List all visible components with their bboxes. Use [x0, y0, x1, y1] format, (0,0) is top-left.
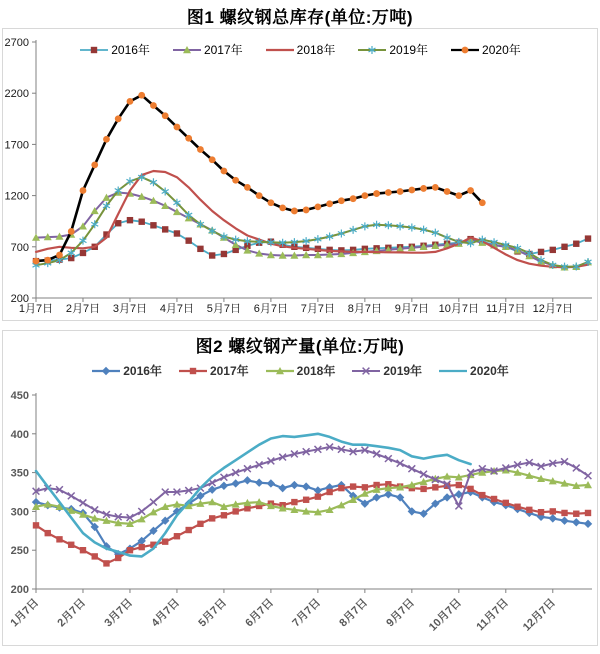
svg-text:10月7日: 10月7日 [426, 596, 464, 634]
svg-text:350: 350 [10, 467, 29, 480]
svg-text:200: 200 [10, 293, 29, 305]
svg-text:450: 450 [10, 390, 29, 402]
axes [5, 37, 592, 315]
svg-text:700: 700 [10, 241, 29, 254]
svg-text:5月7日: 5月7日 [206, 303, 242, 315]
svg-text:12月7日: 12月7日 [532, 303, 573, 315]
svg-text:7月7日: 7月7日 [300, 303, 336, 315]
svg-text:10月7日: 10月7日 [438, 303, 479, 315]
svg-text:1月7日: 1月7日 [8, 596, 42, 630]
svg-text:4月7日: 4月7日 [149, 596, 183, 630]
svg-text:6月7日: 6月7日 [243, 596, 277, 630]
svg-text:9月7日: 9月7日 [394, 303, 429, 315]
svg-text:2200: 2200 [4, 88, 29, 101]
legend-label: 2020年 [470, 364, 509, 378]
svg-text:8月7日: 8月7日 [337, 596, 370, 630]
legend-label: 2018年 [296, 43, 336, 57]
chart2-plot [3, 331, 595, 643]
series-2018年 [32, 466, 592, 527]
svg-text:5月7日: 5月7日 [196, 596, 230, 630]
svg-text:2月7日: 2月7日 [55, 596, 89, 630]
svg-text:2月7日: 2月7日 [65, 303, 101, 315]
chart2-container [2, 330, 598, 646]
svg-text:3月7日: 3月7日 [102, 596, 136, 630]
svg-text:8月7日: 8月7日 [347, 303, 382, 315]
svg-text:6月7日: 6月7日 [253, 303, 289, 315]
svg-text:11月7日: 11月7日 [474, 596, 511, 634]
series-2017年 [32, 189, 592, 271]
svg-text:3月7日: 3月7日 [112, 303, 148, 315]
chart2-title: 图2 螺纹钢产量(单位:万吨) [195, 337, 405, 356]
series-2019年 [33, 444, 592, 521]
svg-text:4月7日: 4月7日 [159, 303, 195, 315]
legend-label: 2016年 [111, 43, 150, 57]
svg-text:1月7日: 1月7日 [18, 303, 54, 315]
chart1-container [2, 28, 598, 321]
legend-label: 2018年 [296, 364, 336, 378]
chart1-plot [3, 29, 595, 318]
svg-text:400: 400 [10, 428, 29, 441]
series-2018年 [36, 171, 588, 267]
svg-text:1200: 1200 [4, 190, 29, 203]
legend-label: 2017年 [203, 43, 243, 57]
svg-text:11月7日: 11月7日 [486, 303, 526, 315]
legend-label: 2017年 [209, 364, 249, 378]
svg-text:12月7日: 12月7日 [520, 596, 558, 634]
svg-text:2700: 2700 [4, 37, 29, 49]
legend-label: 2020年 [482, 43, 521, 57]
legend-label: 2019年 [383, 364, 423, 378]
legend-label: 2019年 [389, 43, 429, 57]
svg-text:250: 250 [10, 545, 29, 558]
axes [8, 390, 592, 634]
svg-text:9月7日: 9月7日 [384, 596, 417, 630]
legend-label: 2016年 [123, 364, 162, 378]
chart1-title: 图1 螺纹钢总库存(单位:万吨) [186, 8, 414, 27]
svg-text:200: 200 [10, 584, 29, 596]
svg-text:1700: 1700 [4, 139, 29, 152]
svg-text:7月7日: 7月7日 [290, 596, 324, 630]
svg-text:300: 300 [10, 506, 29, 519]
